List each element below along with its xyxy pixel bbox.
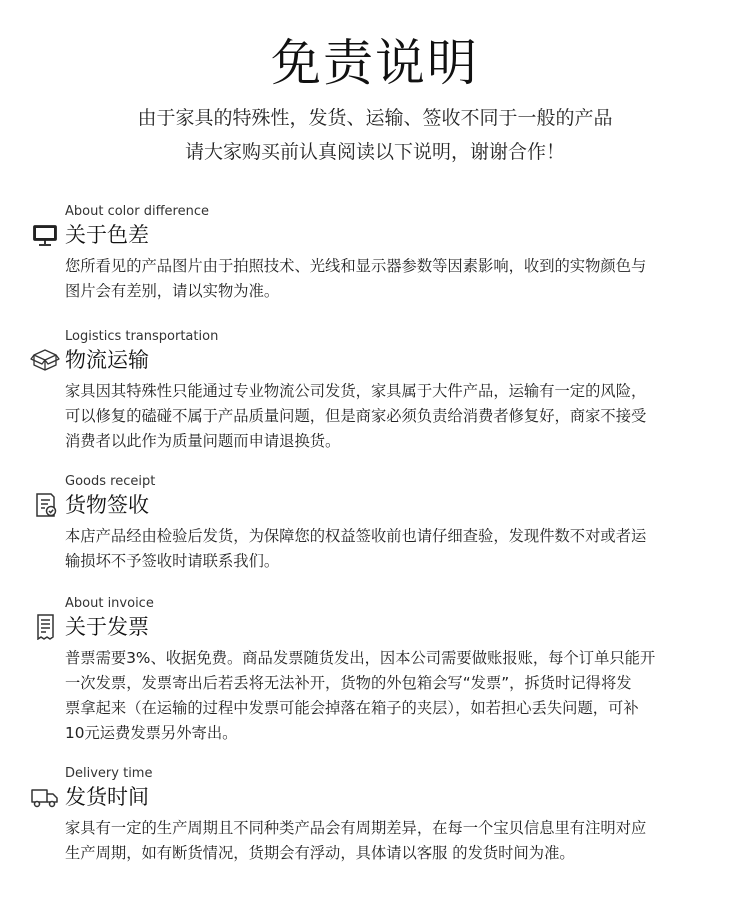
body-line: 普票需要3%、收据免费。商品发票随货发出，因本公司需要做账报账，每个订单只能开 — [65, 649, 656, 667]
section-en-title: Logistics transportation — [65, 329, 219, 344]
body-line: 图片会有差别，请以实物为准。 — [65, 282, 280, 300]
body-line: 家具有一定的生产周期且不同种类产品会有周期差异，在每一个宝贝信息里有注明对应 — [65, 819, 647, 837]
intro-line-1: 由于家具的特殊性，发货、运输、签收不同于一般的产品 — [137, 107, 613, 129]
body-line: 一次发票，发票寄出后若丢将无法补开，货物的外包箱会写“发票”，拆货时记得将发 — [65, 674, 632, 692]
section-zh-title: 物流运输 — [65, 348, 149, 372]
body-line: 本店产品经由检验后发货，为保障您的权益签收前也请仔细查验，发现件数不对或者运 — [65, 527, 647, 545]
checklist-icon — [30, 492, 60, 518]
section-body — [65, 646, 717, 746]
section-zh-title: 关于发票 — [65, 615, 149, 639]
receipt-icon — [30, 614, 60, 640]
body-line: 家具因其特殊性只能通过专业物流公司发货，家具属于大件产品，运输有一定的风险， — [65, 382, 647, 400]
intro-line-2: 请大家购买前认真阅读以下说明，谢谢合作！ — [184, 141, 565, 163]
body-line: 消费者以此作为质量问题而申请退换货。 — [65, 432, 341, 450]
section-en-title: Goods receipt — [65, 474, 156, 489]
page-title: 免责说明 — [271, 34, 479, 92]
section-body — [65, 816, 717, 866]
section-zh-title: 发货时间 — [65, 785, 149, 809]
section-en-title: Delivery time — [65, 766, 153, 781]
section-body — [65, 379, 717, 454]
package-icon — [30, 347, 60, 373]
section-zh-title: 关于色差 — [65, 223, 149, 247]
section-zh-title: 货物签收 — [65, 493, 149, 517]
section-en-title: About invoice — [65, 596, 154, 611]
body-line: 生产周期，如有断货情况，货期会有浮动，具体请以客服 的发货时间为准。 — [65, 844, 575, 862]
section-en-title: About color difference — [65, 204, 209, 219]
body-line: 您所看见的产品图片由于拍照技术、光线和显示器参数等因素影响，收到的实物颜色与 — [65, 257, 647, 275]
truck-icon — [30, 784, 60, 810]
body-line: 可以修复的磕碰不属于产品质量问题，但是商家必须负责给消费者修复好，商家不接受 — [65, 407, 647, 425]
body-line: 票拿起来（在运输的过程中发票可能会掉落在箱子的夹层），如若担心丢失问题，可补 — [65, 699, 639, 717]
section-body — [65, 524, 717, 574]
body-line: 输损坏不予签收时请联系我们。 — [65, 552, 280, 570]
body-line: 10元运费发票另外寄出。 — [65, 724, 238, 742]
monitor-icon — [30, 222, 60, 248]
section-body — [65, 254, 717, 304]
